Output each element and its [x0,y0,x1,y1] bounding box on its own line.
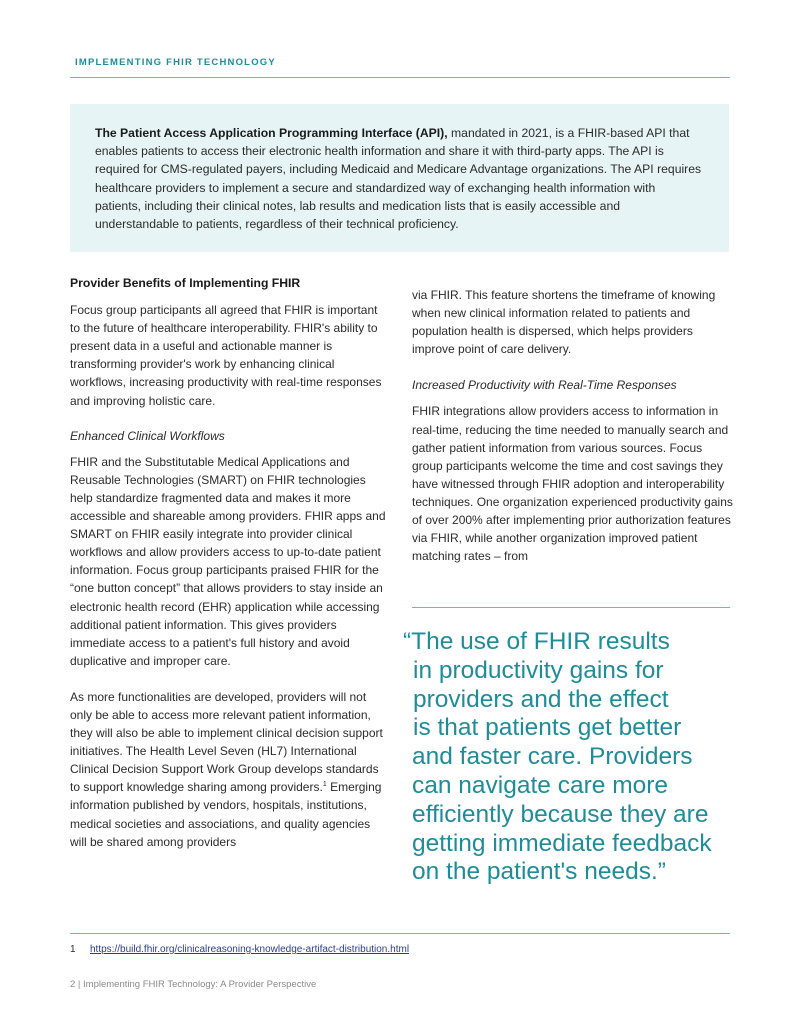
page-footer: 2 | Implementing FHIR Technology: A Provider Perspective [70,979,317,990]
api-callout-box [70,104,729,252]
footnote-number: 1 [70,944,76,955]
right-column [412,286,734,565]
section-header-label: IMPLEMENTING FHIR TECHNOLOGY [75,57,276,68]
paragraph-clinical-workflows: FHIR and the Substitutable Medical Applications and Reusable Technologies (SMART) on FHIR technologies help standardize fragmented data and makes it more accessible and shareable among providers. FHIR apps and SMART on FHIR easily integrate into provider clinical workflows and allow providers access to up-to-date patient information. Focus group participants praised FHIR for the “one button concept” that allows providers to stay inside an electronic health record (EHR) application while accessing additional patient information. This gives providers immediate access to a patient's full history and avoid duplicative and improper care. [70,454,386,668]
left-column [70,274,390,851]
pull-quote-line: on the patient's needs.” [412,858,666,886]
pull-quote-line: getting immediate feedback [412,829,712,857]
paragraph-functionalities-end: Emerging information published by vendors, hospitals, institutions, medical societies and associations, and quality agencies will be shared among providers [70,780,382,849]
subheading-productivity: Increased Productivity with Real-Time Responses [412,378,677,393]
footnote-divider [70,933,730,934]
paragraph-continued: via FHIR. This feature shortens the timeframe of knowing when new clinical information related to patients and population health is dispersed, which helps providers improve point of care delivery. [412,288,716,357]
pull-quote-line: in productivity gains for [413,656,664,684]
pull-quote-line: “The use of FHIR results [403,628,670,655]
pull-quote-line: can navigate care more [412,771,669,799]
callout-bold-lead: The Patient Access Application Programming Interface (API), [95,126,448,140]
header-divider [70,77,730,78]
paragraph-functionalities-start: As more functionalities are developed, providers will not only be able to access more relevant patient information, they will also be able to implement clinical decision support initiatives. The Health Level Seven (HL7) International Clinical Decision Support Work Group develops standards to support knowledge sharing among providers. [70,689,383,795]
footnote [70,944,409,955]
pull-quote-line: is that patients get better [413,714,682,742]
paragraph-intro: Focus group participants all agreed that FHIR is important to the future of healthcare interoperability. FHIR's ability to present data in a useful and actionable manner is transforming provider's work by enhancing clinical workflows, increasing productivity with real-time responses and improving holistic care. [70,303,382,408]
paragraph-functionalities [70,688,390,851]
footnote-reference: 1 [322,781,327,789]
footnote-link[interactable]: https://build.fhir.org/clinicalreasoning-knowledge-artifact-distribution.html [90,944,410,955]
subheading-clinical-workflows: Enhanced Clinical Workflows [70,428,225,443]
pull-quote-line: and faster care. Providers [412,743,693,771]
callout-body: mandated in 2021, is a FHIR-based API that enables patients to access their electronic health information and share it with third-party apps. The API is required for CMS-regulated payers, including Medicaid and Medicare Advantage organizations. The API requires healthcare providers to implement a secure and standardized way of exchanging health information with patients, including their clinical notes, lab results and medication lists that is easily accessible and understandable to patients, regardless of their technical proficiency. [95,126,702,232]
paragraph-productivity: FHIR integrations allow providers access to information in real-time, reducing the time needed to manually search and gather patient information from various sources. Focus group participants welcome the time and cost savings they have witnessed through FHIR adoption and interoperability techniques. One organization experienced productivity gains of over 200% after implementing prior authorization features via FHIR, while another organization improved patient matching rates – from [412,404,733,564]
pull-quote [403,628,743,887]
pull-quote-line: providers and the effect [413,685,669,713]
section-heading: Provider Benefits of Implementing FHIR [70,276,301,290]
pull-quote-line: efficiently because they are [412,800,709,828]
pull-quote-divider [412,607,730,608]
